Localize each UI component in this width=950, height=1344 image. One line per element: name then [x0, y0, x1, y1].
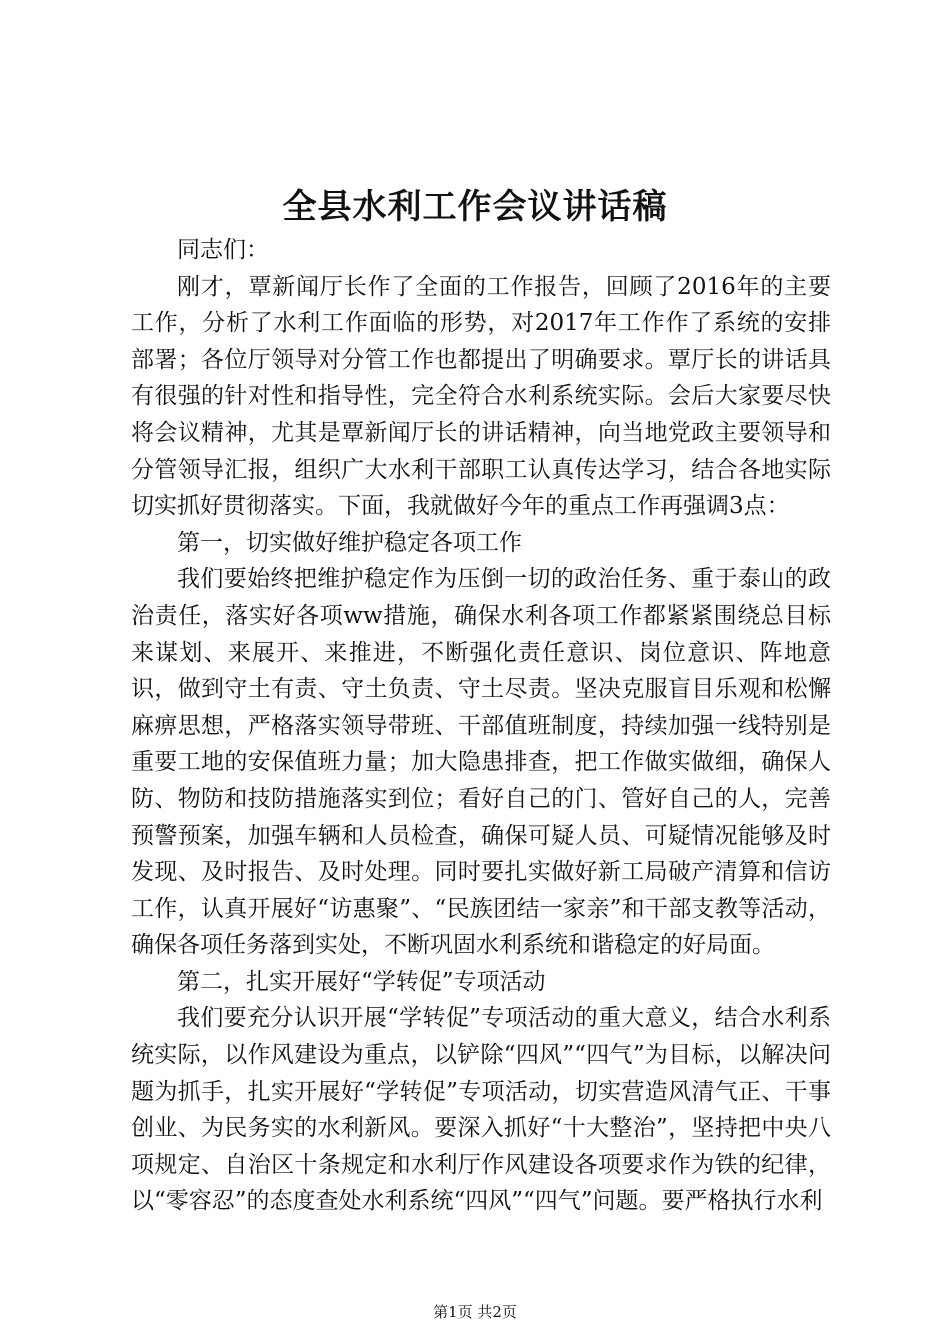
salutation: 同志们：	[177, 237, 269, 263]
document-title: 全县水利工作会议讲话稿	[282, 187, 668, 227]
document-body	[131, 232, 831, 1220]
page-footer: 第1页 共2页	[433, 1303, 517, 1321]
section-heading-1: 第一，切实做好维护稳定各项工作	[177, 529, 522, 556]
section-heading-2: 第二，扎实开展好“学转促”专项活动	[177, 968, 546, 995]
paragraph-intro: 刚才，覃新闻厅长作了全面的工作报告，回顾了2016年的主要工作，分析了水利工作面临的形势，对2017年工作作了系统的安排部署；各位厅领导对分管工作也都提出了明确要求。覃厅长的讲话具有很强的针对性和指导性，完全符合水利系统实际。会后大家要尽快将会议精神，尤其是覃新闻厅长的讲话精神，向当地党政主要领导和分管领导汇报，组织广大水利干部职工认真传达学习，结合各地实际切实抓好贯彻落实。下面，我就做好今年的重点工作再强调3点：	[131, 273, 831, 520]
paragraph-section-2: 我们要充分认识开展“学转促”专项活动的重大意义，结合水利系统实际，以作风建设为重点，以铲除“四风”“四气”为目标，以解决问题为抓手，扎实开展好“学转促”专项活动，切实营造风清气正、干事创业、为民务实的水利新风。要深入抓好“十大整治”，坚持把中央八项规定、自治区十条规定和水利厅作风建设各项要求作为铁的纪律，以“零容忍”的态度查处水利系统“四风”“四气”问题。要严格执行水利	[131, 1005, 831, 1215]
paragraph-section-1: 我们要始终把维护稳定作为压倒一切的政治任务、重于泰山的政治责任，落实好各项ww措施，确保水利各项工作都紧紧围绕总目标来谋划、来展开、来推进，不断强化责任意识、岗位意识、阵地意识，做到守土有责、守土负责、守土尽责。坚决克服盲目乐观和松懈麻痹思想，严格落实领导带班、干部值班制度，持续加强一线特别是重要工地的安保值班力量；加大隐患排查，把工作做实做细，确保人防、物防和技防措施落实到位；看好自己的门、管好自己的人，完善预警预案，加强车辆和人员检查，确保可疑人员、可疑情况能够及时发现、及时报告、及时处理。同时要扎实做好新工局破产清算和信访工作，认真开展好“访惠聚”、“民族团结一家亲”和干部支教等活动，确保各项任务落到实处，不断巩固水利系统和谐稳定的好局面。	[131, 566, 831, 959]
